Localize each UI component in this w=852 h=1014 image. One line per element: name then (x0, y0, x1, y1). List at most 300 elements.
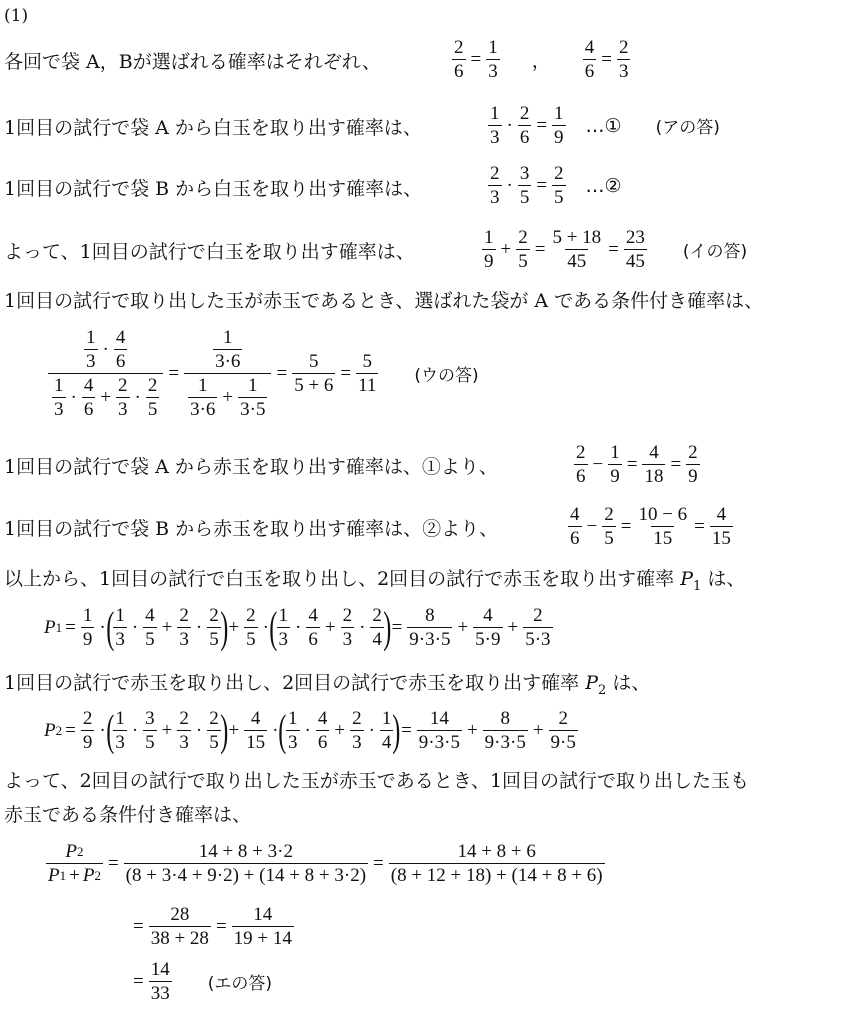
fraction-denominator: 6 (308, 629, 318, 650)
fraction-denominator: 3 (288, 732, 298, 753)
answer-i: (イの答) (682, 242, 748, 262)
marker-1: …① (585, 114, 622, 137)
fraction (177, 707, 191, 754)
text-span: ， (531, 51, 551, 72)
text-span: は、 (606, 672, 651, 694)
fraction (617, 36, 631, 83)
text-line-3: 1回目の試行で袋 B から白玉を取り出す確率は、 (4, 178, 423, 200)
fraction-denominator (184, 373, 271, 421)
fraction-denominator: 5 (246, 629, 256, 650)
parenthesis: ) (383, 602, 392, 652)
fraction-numerator: 2 (576, 442, 586, 463)
fraction (81, 604, 95, 651)
math-operator: − (592, 453, 604, 475)
math-operator: + (500, 238, 512, 260)
math-operator: = (373, 852, 384, 874)
math-operator: · (295, 616, 302, 638)
fraction (82, 374, 96, 421)
parenthesis: ) (219, 705, 229, 755)
fraction-denominator: 3 (278, 629, 289, 650)
fraction-numerator: 2 (179, 605, 189, 626)
fraction (143, 604, 157, 651)
fraction-numerator: 4 (483, 605, 493, 626)
fraction-denominator: 5 (209, 629, 219, 650)
fraction (389, 840, 605, 887)
fraction-denominator: 5·3 (525, 629, 551, 650)
fraction-denominator: 9 (82, 732, 93, 753)
math-operator: = (401, 719, 412, 741)
fraction (149, 903, 211, 950)
fraction-denominator: 5 (519, 187, 530, 208)
variable: P (48, 865, 60, 886)
fraction (552, 102, 566, 149)
formula-white-from-A (486, 102, 720, 149)
text-line-5: 1回目の試行で取り出した玉が赤玉であるとき、選ばれた袋が A である条件付き確率は、 (4, 290, 764, 312)
text-line-11: 赤玉である条件付き確率は、 (4, 804, 252, 826)
fraction (608, 441, 622, 488)
fraction (52, 374, 66, 421)
fraction (306, 604, 320, 651)
fraction-denominator: 3 (86, 351, 96, 372)
fraction-numerator: 2 (554, 163, 564, 184)
formula-red-from-A (572, 441, 702, 488)
fraction-denominator: 6 (83, 399, 94, 420)
fraction-numerator: 14 + 8 + 6 (457, 841, 536, 862)
fraction-numerator: 2 (558, 708, 568, 729)
math-operator: + (466, 719, 478, 741)
fraction (710, 503, 733, 550)
fraction (244, 707, 267, 754)
fraction-numerator: 2 (342, 605, 353, 626)
formula-final-row-2 (130, 903, 296, 950)
text-line-2: 1回目の試行で袋 A から白玉を取り出す確率は、 (4, 117, 422, 139)
math-operator: = (536, 114, 548, 136)
math-operator: · (359, 616, 366, 638)
fraction-numerator: 2 (209, 605, 219, 626)
math-operator: = (168, 362, 180, 384)
fraction (552, 162, 566, 209)
text-line-10: よって、2回目の試行で取り出した玉が赤玉であるとき、1回目の試行で取り出した玉も (4, 770, 750, 792)
math-operator: + (222, 387, 234, 408)
text-line-6: 1回目の試行で袋 A から赤玉を取り出す確率は、①より、 (4, 456, 498, 478)
fraction-denominator: 45 (567, 251, 587, 272)
formula-P2 (44, 707, 580, 754)
fraction (238, 374, 267, 421)
fraction (636, 503, 689, 550)
variable: P (44, 719, 56, 741)
fraction-numerator: 1 (554, 103, 564, 124)
parenthesis: ( (105, 602, 115, 652)
fraction-numerator: 3 (145, 708, 155, 729)
fraction (146, 374, 160, 421)
subscript: 1 (59, 868, 67, 883)
subscript: 1 (55, 619, 63, 635)
math-operator: · (134, 387, 141, 408)
fraction-numerator: 2 (490, 163, 500, 184)
fraction-numerator: 2 (533, 605, 543, 626)
math-operator: = (694, 515, 705, 537)
fraction (113, 707, 127, 754)
fraction (184, 326, 271, 421)
fraction-denominator: 3 (488, 61, 498, 82)
fraction-numerator: 2 (118, 375, 128, 396)
fraction (483, 707, 528, 754)
variable: P (680, 568, 694, 590)
fraction-numerator: 14 (429, 708, 449, 729)
text-line-9 (4, 671, 650, 703)
fraction-denominator: 5 (554, 187, 564, 208)
math-operator: · (70, 387, 77, 408)
fraction-denominator: 3 (179, 629, 189, 650)
fraction-numerator: 2 (372, 605, 382, 626)
fraction-denominator: 9·5 (550, 732, 576, 753)
math-operator: = (608, 238, 619, 260)
variable: P (585, 672, 599, 694)
variable: P (44, 616, 56, 638)
math-operator: = (107, 852, 119, 874)
fraction-denominator: 6 (519, 127, 530, 148)
fraction (417, 707, 462, 754)
fraction (407, 604, 452, 651)
fraction-denominator: 3 (54, 399, 64, 420)
fraction (370, 604, 384, 651)
fraction (116, 374, 130, 421)
math-operator: · (262, 616, 269, 638)
math-operator: + (161, 616, 173, 638)
fraction-denominator (46, 863, 103, 887)
fraction-numerator: 4 (716, 504, 727, 525)
fraction-denominator: 19 + 14 (233, 928, 292, 949)
fraction (114, 326, 128, 373)
fraction-numerator: 1 (381, 708, 392, 729)
fraction (523, 604, 552, 651)
math-operator: = (470, 48, 482, 70)
fraction-denominator: 6 (115, 351, 126, 372)
fraction-numerator: 4 (570, 504, 580, 525)
math-operator: · (195, 616, 203, 638)
fraction-denominator: 5 (209, 732, 219, 753)
text-span: は、 (701, 568, 746, 590)
fraction-numerator: 1 (488, 37, 498, 58)
formula-white-from-B (486, 162, 622, 209)
fraction (686, 441, 700, 488)
fraction-numerator: 8 (425, 605, 435, 626)
fraction-denominator: 4 (372, 629, 382, 650)
fraction-denominator: 3·6 (190, 399, 216, 420)
math-operator: + (334, 719, 346, 741)
fraction (207, 707, 221, 754)
fraction (452, 36, 466, 83)
fraction-numerator: 10 − 6 (638, 504, 688, 525)
subscript: 2 (94, 868, 101, 883)
math-operator: = (340, 362, 352, 384)
math-operator: + (228, 719, 240, 741)
fraction-denominator: 5 (145, 629, 155, 650)
fraction (568, 503, 582, 550)
math-operator: = (391, 616, 403, 638)
parenthesis: ( (278, 705, 287, 755)
fraction (624, 226, 647, 273)
fraction-denominator: 38 + 28 (150, 928, 209, 949)
fraction-numerator: 1 (115, 605, 125, 626)
fraction-denominator: 9 (610, 466, 620, 487)
fraction-denominator: 6 (317, 732, 328, 753)
math-operator: · (506, 174, 513, 196)
formula-white-total (480, 226, 747, 273)
text-span: 1回目の試行で赤玉を取り出し、2回目の試行で赤玉を取り出す確率 (4, 672, 586, 694)
formula-bag-probabilities (450, 36, 632, 83)
fraction-denominator: 5·9 (475, 629, 501, 650)
fraction-denominator: 9 (82, 629, 93, 650)
fraction (124, 840, 368, 887)
math-operator: = (65, 719, 76, 741)
math-operator: = (536, 174, 548, 196)
fraction-numerator: 4 (145, 605, 155, 626)
math-operator: + (161, 719, 173, 741)
formula-P1 (44, 604, 555, 651)
formula-final-row-3 (130, 958, 272, 1005)
text-line-1: 各回で袋 A，Bが選ばれる確率はそれぞれ、 (4, 51, 381, 73)
fraction-denominator: 9 (554, 127, 564, 148)
fraction (602, 503, 616, 550)
text-line-8 (4, 567, 745, 599)
fraction-denominator: 15 (246, 732, 266, 753)
math-operator: + (228, 616, 240, 638)
fraction (207, 604, 221, 651)
math-operator: + (507, 616, 519, 638)
math-operator: · (131, 719, 139, 741)
fraction (482, 226, 496, 273)
fraction-numerator: 2 (246, 605, 256, 626)
fraction-numerator: 1 (248, 375, 258, 396)
subscript: 2 (55, 722, 63, 738)
answer-e: (エの答) (207, 974, 272, 994)
fraction-denominator: 9 (484, 251, 494, 272)
subscript: 2 (598, 683, 607, 698)
fraction-denominator (48, 373, 163, 421)
fraction-denominator: 11 (358, 375, 377, 396)
parenthesis: ( (269, 602, 278, 652)
math-operator: + (457, 616, 469, 638)
math-operator: · (272, 719, 279, 741)
fraction-denominator: 9·3·5 (418, 732, 460, 753)
math-operator: · (131, 616, 139, 638)
fraction-denominator: 15 (711, 528, 731, 549)
fraction-denominator: (8 + 12 + 18) + (14 + 8 + 6) (390, 865, 603, 886)
fraction (46, 840, 103, 887)
subscript: 1 (693, 579, 702, 594)
variable: P (65, 841, 78, 862)
parenthesis: ) (392, 705, 401, 755)
fraction (488, 162, 502, 209)
fraction (549, 707, 578, 754)
fraction-denominator: 9 (688, 466, 698, 487)
fraction-numerator: 1 (278, 605, 289, 626)
fraction-numerator: 1 (54, 375, 64, 396)
fraction (473, 604, 502, 651)
fraction-numerator: 1 (490, 103, 500, 124)
fraction-numerator (209, 326, 246, 373)
fraction-denominator: 18 (644, 466, 664, 487)
fraction (48, 326, 163, 421)
fraction-numerator: 4 (83, 375, 94, 396)
math-operator: · (102, 339, 109, 360)
fraction (177, 604, 191, 651)
text-line-7: 1回目の試行で袋 B から赤玉を取り出す確率は、②より、 (4, 518, 499, 540)
fraction (350, 707, 364, 754)
fraction-denominator: 3 (115, 629, 125, 650)
math-operator: = (534, 238, 546, 260)
fraction-numerator: 1 (198, 375, 208, 396)
fraction-numerator: 14 + 8 + 3·2 (198, 841, 293, 862)
math-operator: − (586, 515, 598, 537)
fraction-denominator: 3 (618, 61, 629, 82)
fraction (292, 350, 335, 397)
fraction-numerator: 1 (82, 605, 93, 626)
fraction-numerator: 1 (86, 327, 96, 348)
fraction-denominator: 6 (570, 528, 580, 549)
formula-conditional-A (46, 326, 479, 421)
fraction-denominator: 5 (604, 528, 614, 549)
fraction (516, 226, 530, 273)
fraction-numerator: 2 (688, 442, 698, 463)
variable: P (82, 865, 95, 886)
fraction (143, 707, 157, 754)
fraction-denominator: 33 (150, 983, 170, 1004)
fraction (81, 707, 95, 754)
math-operator: = (133, 970, 144, 992)
fraction-denominator: 5 (147, 399, 158, 420)
fraction (286, 707, 300, 754)
fraction-denominator: 6 (454, 61, 464, 82)
math-operator: + (69, 865, 80, 886)
math-operator: = (601, 48, 612, 70)
fraction-numerator: 1 (288, 708, 298, 729)
math-operator: · (368, 719, 375, 741)
fraction-denominator: 9·3·5 (484, 732, 526, 753)
fraction (113, 604, 127, 651)
fraction (213, 326, 242, 373)
formula-red-from-B (566, 503, 735, 550)
fraction (583, 36, 597, 83)
fraction (341, 604, 355, 651)
fraction (550, 226, 603, 273)
fraction-numerator: 4 (584, 37, 595, 58)
fraction-numerator: 4 (317, 708, 328, 729)
math-operator: + (532, 719, 544, 741)
math-operator: = (626, 453, 638, 475)
fraction-numerator (63, 840, 85, 863)
fraction (277, 604, 291, 651)
fraction-numerator: 2 (518, 227, 528, 248)
fraction-denominator: 15 (653, 528, 673, 549)
fraction-numerator: 4 (115, 327, 126, 348)
marker-2: …② (585, 174, 622, 197)
math-operator: + (100, 387, 112, 408)
fraction-denominator: 5 (145, 732, 155, 753)
fraction-numerator (80, 326, 131, 373)
fraction-numerator: 2 (604, 504, 614, 525)
fraction-numerator: 1 (484, 227, 494, 248)
fraction (486, 36, 500, 83)
fraction-numerator: 1 (223, 327, 233, 348)
fraction-numerator: 2 (209, 708, 219, 729)
fraction-numerator: 4 (308, 605, 318, 626)
formula-final-row-1 (44, 840, 607, 887)
math-operator: = (276, 362, 288, 384)
answer-a: (アの答) (655, 118, 720, 138)
fraction-numerator: 14 (253, 904, 273, 925)
fraction-denominator: 3·6 (215, 351, 241, 372)
fraction-denominator: (8 + 3·4 + 9·2) + (14 + 8 + 3·2) (125, 865, 367, 886)
fraction-numerator: 14 (150, 959, 170, 980)
math-operator: · (506, 114, 513, 136)
fraction-denominator: 5 + 6 (294, 375, 334, 396)
fraction-numerator: 2 (454, 37, 464, 58)
fraction-denominator: 3 (490, 187, 500, 208)
fraction-denominator: 6 (584, 61, 595, 82)
math-operator: = (65, 616, 76, 638)
fraction-numerator: 2 (519, 103, 530, 124)
fraction-numerator: 1 (115, 708, 125, 729)
answer-u: (ウの答) (414, 366, 479, 386)
fraction (518, 102, 532, 149)
fraction-numerator: 5 (309, 351, 319, 372)
fraction-denominator: 3·5 (240, 399, 266, 420)
fraction (149, 958, 172, 1005)
fraction-denominator: 3 (352, 732, 362, 753)
math-operator: = (620, 515, 632, 537)
fraction-numerator: 4 (250, 708, 261, 729)
math-operator: · (304, 719, 311, 741)
fraction-denominator: 3 (118, 399, 128, 420)
fraction (244, 604, 258, 651)
fraction (518, 162, 532, 209)
math-operator: = (133, 915, 144, 937)
fraction-denominator: 9·3·5 (409, 629, 451, 650)
fraction-denominator: 5 (518, 251, 528, 272)
math-operator: = (670, 453, 682, 475)
section-label: (1) (4, 6, 29, 26)
fraction-denominator: 3 (179, 732, 189, 753)
text-line-4: よって、1回目の試行で白玉を取り出す確率は、 (4, 241, 415, 263)
fraction (188, 374, 217, 421)
fraction-denominator: 45 (625, 251, 645, 272)
fraction (356, 350, 378, 397)
math-operator: · (99, 616, 106, 638)
math-operator: · (99, 719, 106, 741)
fraction-denominator: 3 (115, 732, 125, 753)
parenthesis: ( (105, 705, 115, 755)
fraction-numerator: 2 (147, 375, 158, 396)
fraction-numerator: 28 (170, 904, 190, 925)
math-operator: + (324, 616, 336, 638)
fraction (488, 102, 502, 149)
fraction-numerator: 2 (82, 708, 93, 729)
fraction-numerator: 23 (625, 227, 645, 248)
text-span: 以上から、1回目の試行で白玉を取り出し、2回目の試行で赤玉を取り出す確率 (4, 568, 681, 590)
parenthesis: ) (219, 602, 229, 652)
fraction-numerator: 2 (618, 37, 629, 58)
fraction-numerator: 2 (179, 708, 189, 729)
subscript: 2 (77, 844, 84, 859)
fraction-denominator: 3 (342, 629, 353, 650)
fraction-numerator: 4 (649, 442, 659, 463)
fraction (316, 707, 330, 754)
fraction-numerator: 5 + 18 (552, 227, 602, 248)
fraction-numerator: 3 (519, 163, 530, 184)
fraction-denominator: 6 (576, 466, 586, 487)
